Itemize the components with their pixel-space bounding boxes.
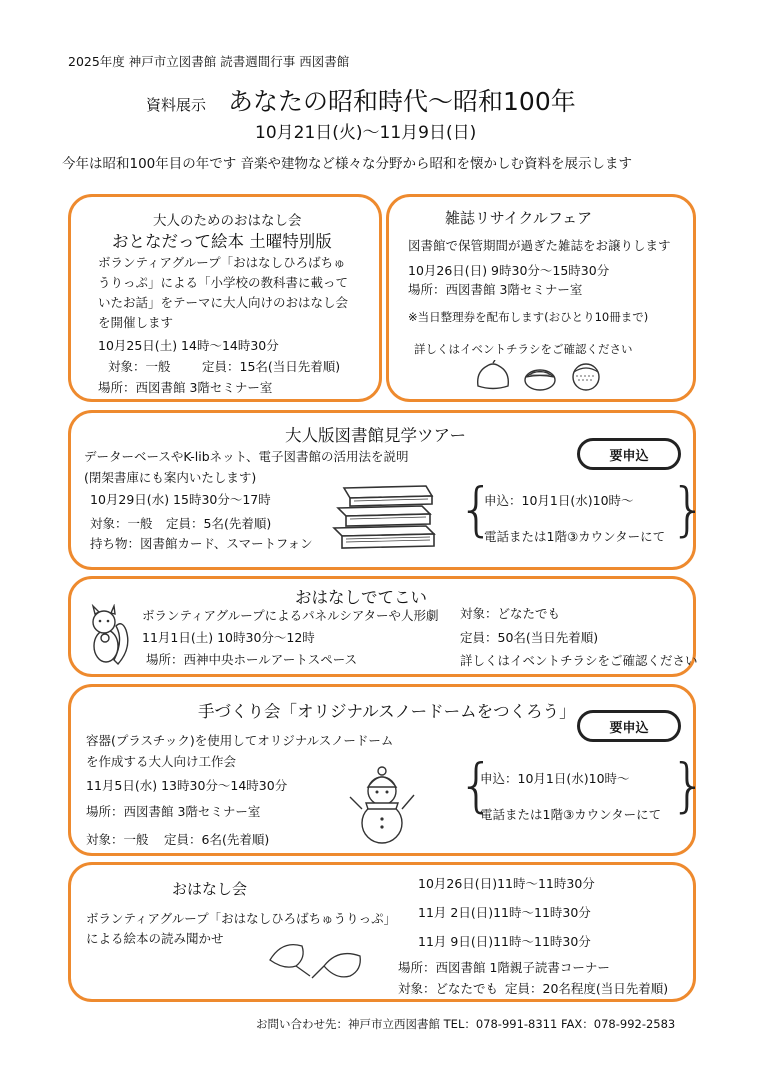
chestnut-icon — [473, 360, 513, 394]
magazine-note: ※当日整理券を配布します(おひとり10冊まで) — [408, 310, 649, 324]
adult-story-desc-1: ボランティアグループ「おはなしひろばちゅ — [98, 255, 346, 270]
adult-story-title: おとなだって絵本 土曜特別版 — [112, 232, 332, 251]
tour-date: 10月29日(水) 15時30分～17時 — [90, 492, 271, 507]
snowdome-apply-date: 申込：10月1日(水)10時～ — [480, 771, 630, 786]
magazine-date: 10月26日(日) 9時30分～15時30分 — [408, 263, 610, 278]
snowdome-place: 場所：西図書館 3階セミナー室 — [86, 804, 261, 819]
tour-bring: 持ち物：図書館カード、スマートフォン — [90, 536, 313, 551]
adult-story-date: 10月25日(土) 14時～14時30分 — [98, 338, 279, 353]
adult-story-desc-2: うりっぷ」による「小学校の教科書に載って — [98, 275, 349, 290]
snowdome-capacity: 定員：6名(先着順) — [164, 832, 270, 847]
tour-apply-how: 電話または1階③カウンターにて — [484, 529, 666, 544]
storytime-capacity: 定員：20名程度(当日先着順) — [505, 981, 669, 996]
tour-apply-required-badge: 要申込 — [577, 438, 681, 470]
acorn-icon — [520, 360, 560, 394]
storytime-title: おはなし会 — [172, 880, 248, 898]
adult-story-target: 対象：一般 — [108, 359, 171, 374]
storytime-desc-2: による絵本の読み聞かせ — [86, 931, 224, 946]
snowdome-apply-required-badge: 要申込 — [577, 710, 681, 742]
snowdome-title: 手づくり会「オリジナルスノードームをつくろう」 — [198, 702, 576, 721]
tour-desc-2: (閉架書庫にも案内いたします) — [84, 470, 257, 485]
footer-contact: お問い合わせ先：神戸市立西図書館 TEL：078-991-8311 FAX：078-992-2583 — [256, 1017, 676, 1031]
acorn-cap-icon — [566, 358, 606, 392]
exhibit-dates: 10月21日(火)～11月9日(日) — [255, 123, 477, 143]
snowdome-brace-left: { — [458, 751, 495, 819]
adult-story-desc-3: いたお話」をテーマに大人向けのおはなし会 — [98, 295, 349, 310]
intro-text: 今年は昭和100年目の年です 音楽や建物など様々な分野から昭和を懐かしむ資料を展示します — [62, 156, 633, 172]
snowdome-apply-how: 電話または1階③カウンターにて — [480, 807, 662, 822]
magazine-more: 詳しくはイベントチラシをご確認ください — [414, 342, 633, 356]
storytime-date-3: 11月 9日(日)11時～11時30分 — [418, 934, 591, 949]
tour-brace-right: } — [670, 475, 707, 543]
demekoi-date: 11月1日(土) 10時30分～12時 — [142, 630, 315, 645]
ginkgo-leaves-icon — [262, 934, 374, 988]
magazine-place: 場所：西図書館 3階セミナー室 — [408, 282, 583, 297]
books-icon — [330, 482, 442, 554]
demekoi-more: 詳しくはイベントチラシをご確認ください — [460, 653, 698, 668]
storytime-desc-1: ボランティアグループ「おはなしひろばちゅうりっぷ」 — [86, 911, 397, 926]
snowdome-desc-2: を作成する大人向け工作会 — [86, 754, 237, 769]
exhibit-label: 資料展示 — [146, 96, 207, 114]
snowdome-target: 対象：一般 — [86, 832, 149, 847]
tour-target: 対象：一般 — [90, 516, 153, 531]
demekoi-target: 対象：どなたでも — [460, 606, 561, 621]
snowdome-brace-right: } — [670, 751, 707, 819]
adult-story-desc-4: を開催します — [98, 315, 174, 330]
adult-story-capacity: 定員：15名(当日先着順) — [202, 359, 341, 374]
demekoi-desc: ボランティアグループによるパネルシアターや人形劇 — [142, 608, 439, 623]
storytime-place: 場所：西図書館 1階親子読書コーナー — [398, 960, 610, 975]
storytime-date-2: 11月 2日(日)11時～11時30分 — [418, 905, 591, 920]
tour-desc-1: データーベースやK-libネット、電子図書館の活用法を説明 — [84, 449, 409, 464]
adult-story-place: 場所：西図書館 3階セミナー室 — [98, 380, 273, 395]
tour-brace-left: { — [458, 475, 495, 543]
snowdome-desc-1: 容器(プラスチック)を使用してオリジナルスノードーム — [86, 733, 394, 748]
magazine-title: 雑誌リサイクルフェア — [445, 209, 593, 227]
demekoi-title: おはなしでてこい — [295, 588, 427, 607]
squirrel-icon — [84, 604, 134, 668]
demekoi-capacity: 定員：50名(当日先着順) — [460, 630, 599, 645]
exhibit-title: あなたの昭和時代～昭和100年 — [228, 87, 576, 116]
storytime-date-1: 10月26日(日)11時～11時30分 — [418, 876, 595, 891]
demekoi-place: 場所：西神中央ホールアートスペース — [146, 652, 358, 667]
adult-story-subtitle: 大人のためのおはなし会 — [153, 213, 302, 229]
magazine-desc: 図書館で保管期間が過ぎた雑誌をお譲りします — [408, 238, 671, 253]
tour-title: 大人版図書館見学ツアー — [285, 426, 467, 445]
snowman-icon — [346, 763, 418, 845]
tour-capacity: 定員：5名(先着順) — [166, 516, 272, 531]
snowdome-date: 11月5日(水) 13時30分～14時30分 — [86, 778, 288, 793]
tour-apply-date: 申込：10月1日(水)10時～ — [484, 493, 634, 508]
storytime-target: 対象：どなたでも — [398, 981, 499, 996]
header-top-line: 2025年度 神戸市立図書館 読書週間行事 西図書館 — [68, 54, 350, 69]
